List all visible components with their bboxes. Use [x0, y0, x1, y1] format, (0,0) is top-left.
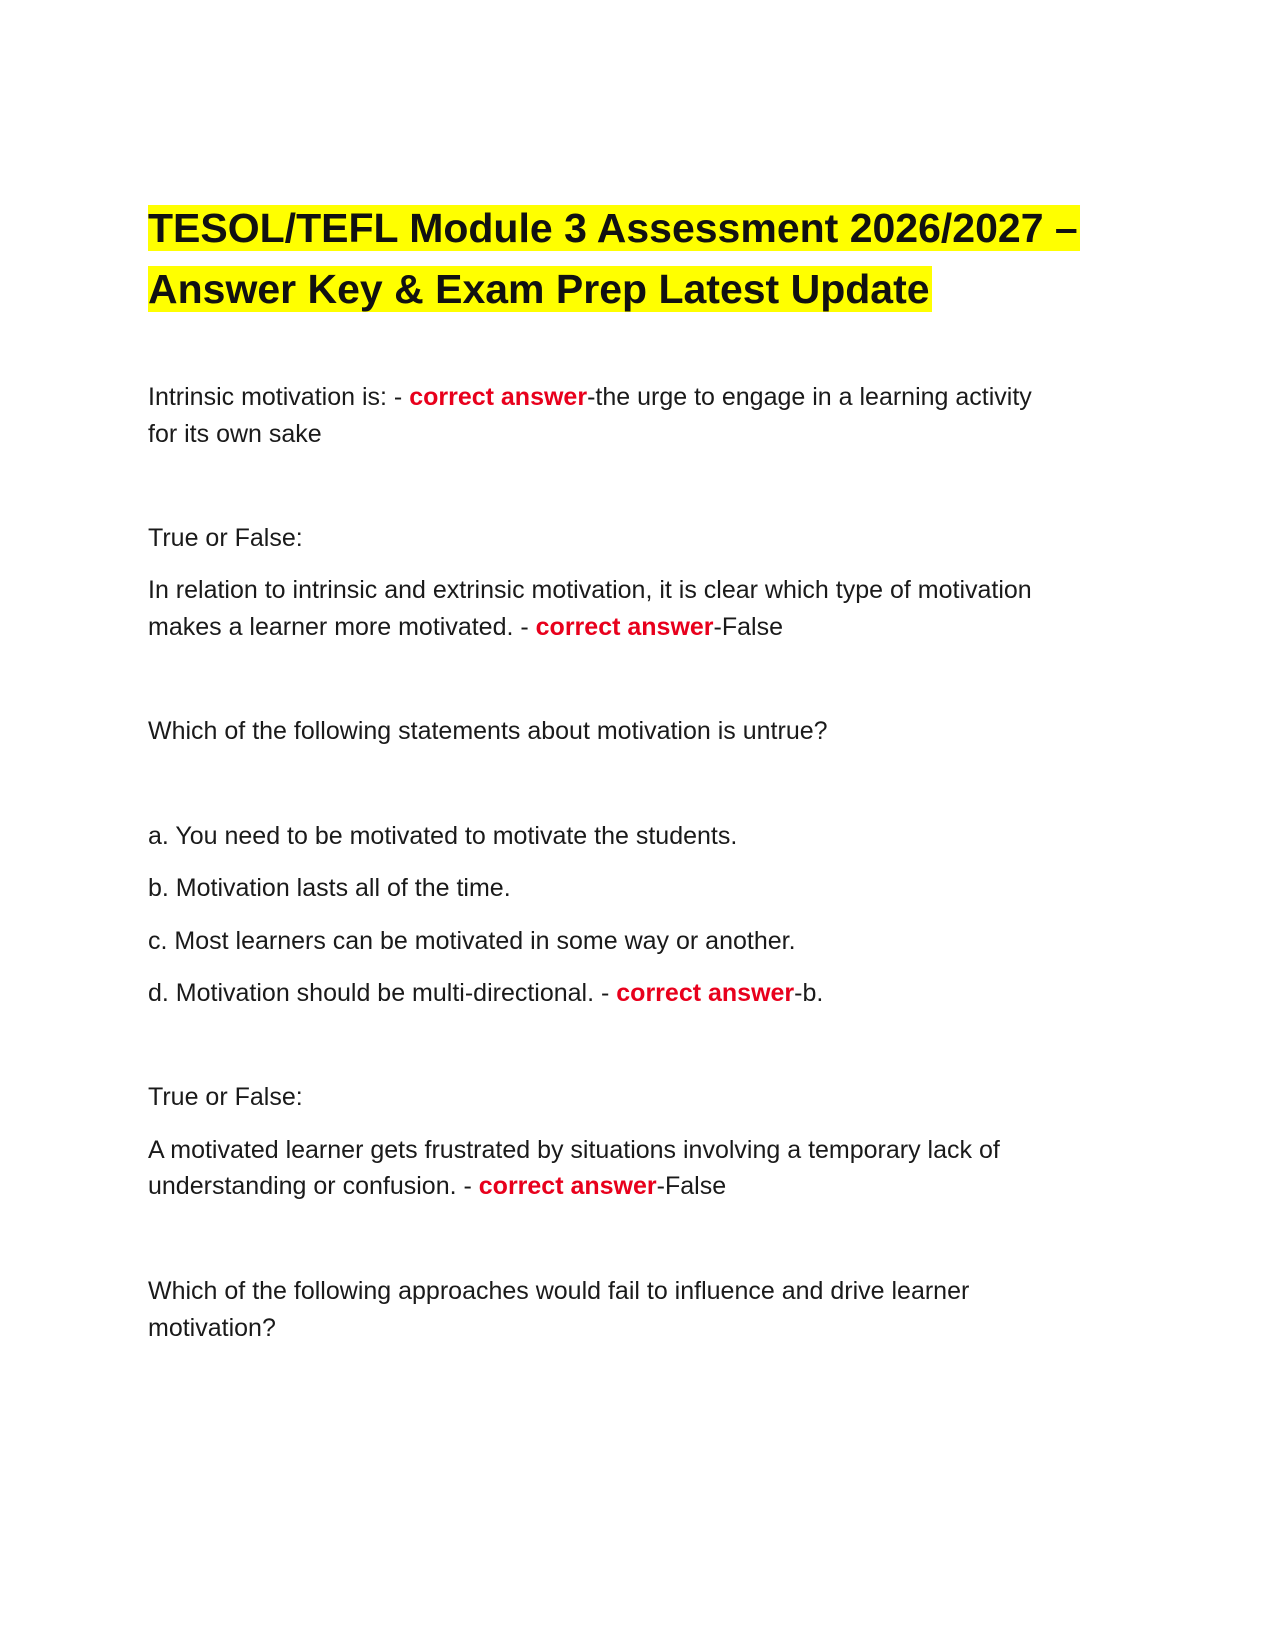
q2-line-2 — [148, 608, 1128, 646]
q1-question: Intrinsic motivation is: - — [148, 383, 410, 411]
q4-answer: -False — [656, 1172, 727, 1200]
q1-line-1 — [148, 378, 1128, 416]
q5-question-line-1: Which of the following approaches would fail to influence and drive learner — [148, 1277, 970, 1305]
q2-statement-line-1: In relation to intrinsic and extrinsic motivation, it is clear which type of motivation — [148, 576, 1032, 604]
q2-answer-label: correct answer — [535, 613, 714, 641]
title-line-1: TESOL/TEFL Module 3 Assessment 2026/2027 – — [148, 205, 1078, 251]
q3-option-c: c. Most learners can be motivated in some way or another. — [148, 927, 796, 955]
title-line-2: Answer Key & Exam Prep Latest Update — [148, 266, 930, 312]
q1-answer: -the urge to engage in a learning activity — [587, 383, 1032, 411]
q1-line-2: for its own sake — [148, 420, 322, 448]
q2-prompt: True or False: — [148, 524, 303, 552]
q4-line-2 — [148, 1167, 1128, 1205]
q2-answer: -False — [713, 613, 783, 641]
q5-question-line-2: motivation? — [148, 1314, 276, 1342]
q3-answer-label: correct answer — [616, 979, 795, 1007]
q3-option-b: b. Motivation lasts all of the time. — [148, 874, 511, 902]
q4-prompt: True or False: — [148, 1083, 303, 1111]
q3-option-a: a. You need to be motivated to motivate the students. — [148, 822, 738, 850]
q4-statement-line-1: A motivated learner gets frustrated by situations involving a temporary lack of — [148, 1136, 1000, 1164]
q4-answer-label: correct answer — [478, 1172, 657, 1200]
q1-answer-label: correct answer — [409, 383, 588, 411]
q3-option-d: d. Motivation should be multi-directional. - — [148, 979, 617, 1007]
q2-statement-line-2: makes a learner more motivated. - — [148, 613, 536, 641]
q3-answer: -b. — [794, 979, 824, 1007]
q4-statement-line-2: understanding or confusion. - — [148, 1172, 479, 1200]
q3-question: Which of the following statements about motivation is untrue? — [148, 717, 828, 745]
document-title — [148, 198, 1108, 320]
q3-line-d — [148, 974, 1128, 1012]
